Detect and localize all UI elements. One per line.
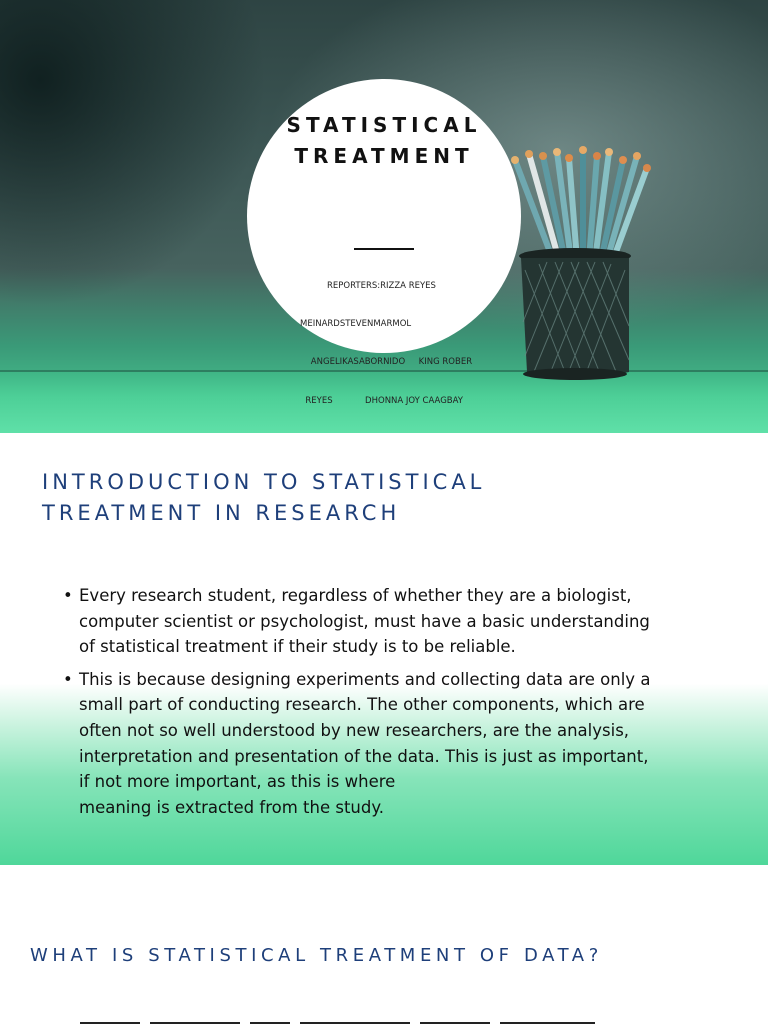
- introduction-bullets: [62, 583, 712, 827]
- reporters-line-2: MEINARDSTEVENMARMOL: [300, 318, 412, 329]
- title-slide: [0, 0, 768, 433]
- bullet-line: • Every research student, regardless of whether they are a biologist,: [79, 586, 632, 605]
- bullet-line: often not so well understood by new researchers, are the analysis,: [79, 720, 630, 740]
- cup-body: [521, 258, 629, 378]
- bullet-item: [62, 667, 712, 821]
- bullet-item: [62, 583, 712, 660]
- reporters-line-3: ANGELIKASABORNIDO KING ROBER: [300, 357, 473, 368]
- slide-title-line-1: STATISTICAL: [286, 113, 482, 137]
- cup-base: [523, 368, 627, 380]
- definition-heading: WHAT IS STATISTICAL TREATMENT OF DATA?: [30, 945, 603, 966]
- pencils: [515, 150, 647, 260]
- pencil-cup-illustration: [505, 140, 665, 385]
- bullet-line: • This is because designing experiments and collecting data are only a: [79, 669, 651, 689]
- reporters-line-4: REYES DHONNA JOY CAAGBAY: [300, 395, 463, 406]
- title-divider: [354, 248, 414, 250]
- slide-title-line-2: TREATMENT: [294, 144, 474, 168]
- bullet-line: meaning is extracted from the study.: [79, 797, 385, 817]
- introduction-heading-line-1: INTRODUCTION TO STATISTICAL: [42, 470, 486, 494]
- cut-off-text-line: [80, 1019, 600, 1024]
- bullet-line: interpretation and presentation of the data. This is just as important,: [79, 746, 649, 766]
- bullet-line: if not more important, as this is where: [79, 772, 396, 792]
- bullet-line: of statistical treatment if their study is to be reliable.: [79, 637, 516, 657]
- introduction-heading: [42, 467, 485, 529]
- introduction-slide: [0, 433, 768, 865]
- bullet-line: small part of conducting research. The other components, which are: [79, 695, 645, 715]
- reporters-list: [300, 254, 490, 433]
- definition-slide: [0, 865, 768, 1024]
- reporters-line-1: REPORTERS:RIZZA REYES: [300, 280, 436, 291]
- slide-title: [247, 110, 521, 172]
- introduction-heading-line-2: TREATMENT IN RESEARCH: [42, 501, 401, 525]
- bullet-line: computer scientist or psychologist, must have a basic understanding: [79, 611, 650, 631]
